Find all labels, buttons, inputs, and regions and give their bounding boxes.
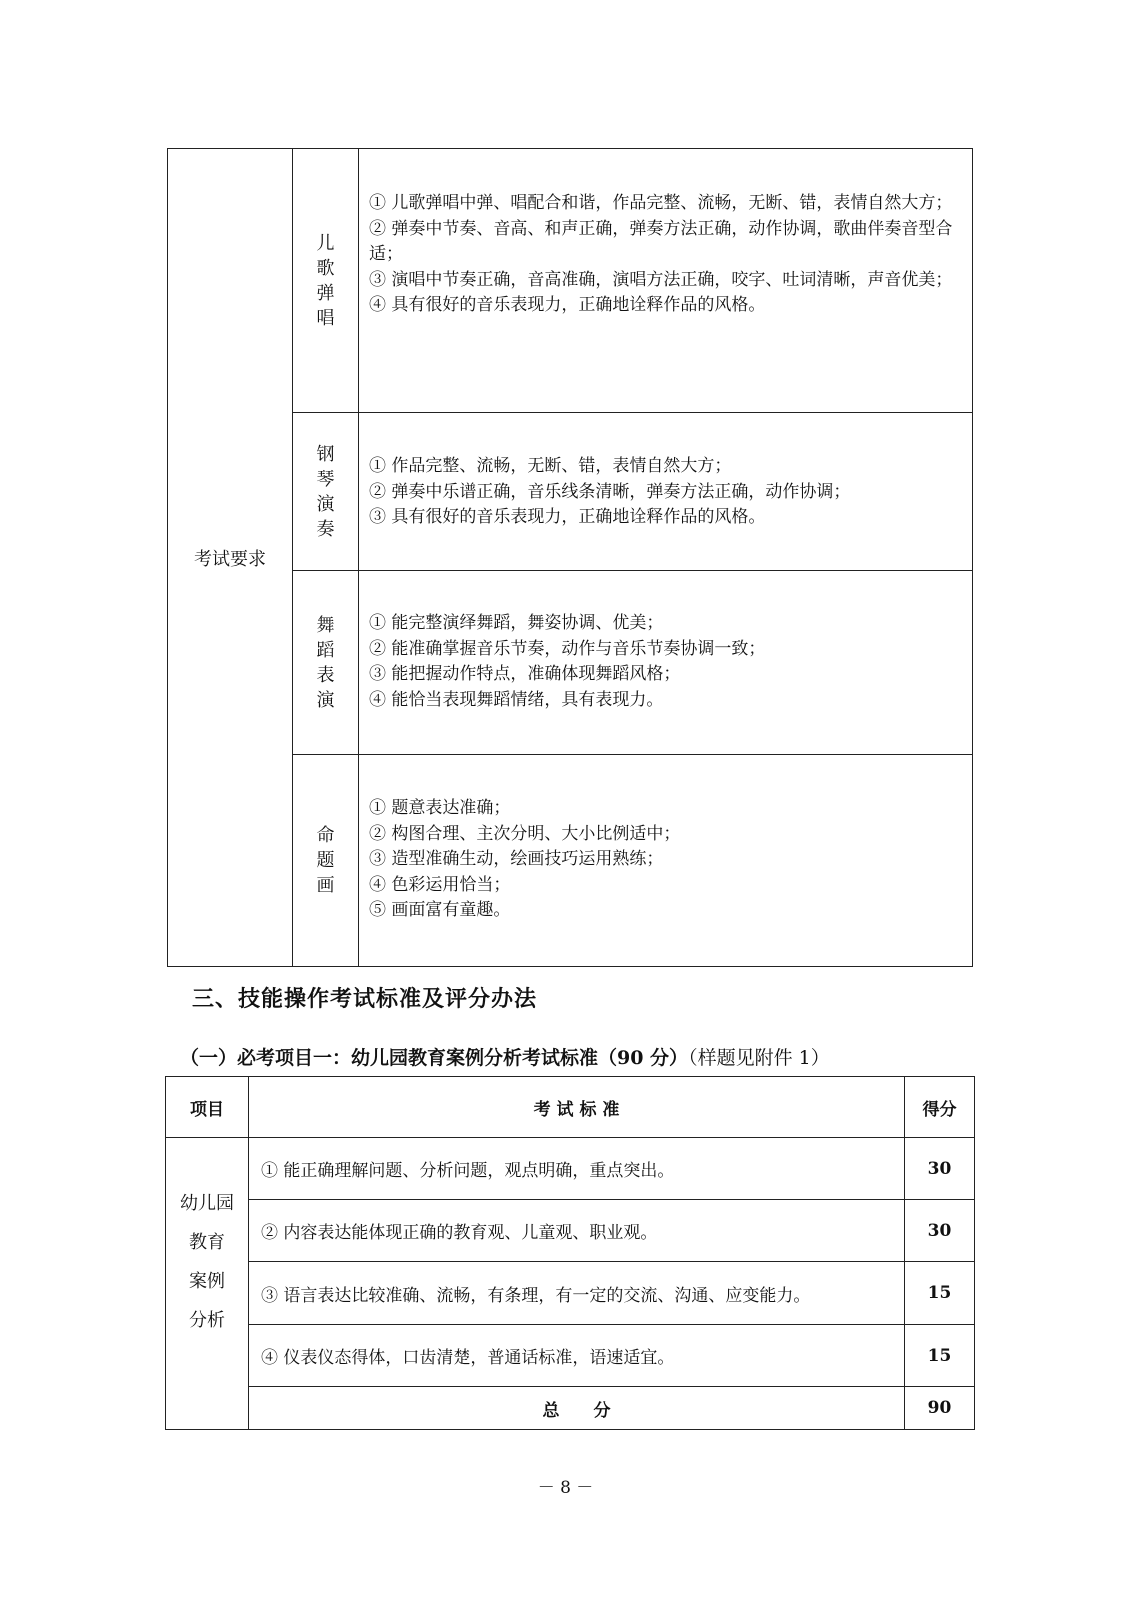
points-cell: 30 — [905, 1138, 975, 1200]
requirements-list-drawing — [359, 755, 973, 967]
points-cell: 30 — [905, 1200, 975, 1262]
project-line: 幼儿园 — [180, 1192, 234, 1214]
category-char: 题 — [316, 850, 335, 871]
category-char: 画 — [316, 875, 335, 896]
category-char: 舞 — [316, 614, 335, 636]
requirements-title: 考试要求 — [168, 149, 293, 967]
list-item: ② 能准确掌握音乐节奏，动作与音乐节奏协调一致； — [369, 638, 766, 659]
list-item: ① 作品完整、流畅，无断、错，表情自然大方； — [369, 456, 732, 476]
category-char: 蹈 — [316, 639, 335, 661]
category-char: 命 — [316, 825, 335, 846]
list-item: ② 弹奏中乐谱正确，音乐线条清晰，弹奏方法正确，动作协调； — [369, 481, 851, 502]
header-project: 项目 — [166, 1077, 249, 1138]
category-char: 奏 — [316, 518, 335, 540]
list-item: ② 构图合理、主次分明、大小比例适中； — [369, 823, 681, 844]
total-label: 总 分 — [249, 1387, 905, 1430]
requirements-list-dance — [359, 571, 973, 755]
points-cell: 15 — [905, 1325, 975, 1387]
list-item: ① 能完整演绎舞蹈，舞姿协调、优美； — [369, 613, 664, 633]
total-points: 90 — [905, 1387, 975, 1430]
category-char: 唱 — [316, 307, 335, 329]
category-char: 琴 — [316, 468, 335, 490]
category-char: 表 — [316, 664, 335, 686]
scoring-table — [165, 1076, 975, 1430]
table-row: ③ 语言表达比较准确、流畅，有条理，有一定的交流、沟通、应变能力。 — [249, 1262, 905, 1325]
section-heading: 三、技能操作考试标准及评分办法 — [192, 986, 538, 1012]
category-char: 弹 — [316, 282, 335, 304]
subsection-note: （样题见附件 1） — [688, 1047, 830, 1069]
table-row: ② 内容表达能体现正确的教育观、儿童观、职业观。 — [249, 1200, 905, 1262]
category-piano — [293, 413, 359, 571]
project-line: 案例 — [189, 1270, 225, 1292]
list-item: ③ 造型准确生动，绘画技巧运用熟练； — [369, 849, 664, 869]
list-item: ④ 具有很好的音乐表现力，正确地诠释作品的风格。 — [369, 295, 766, 315]
project-line: 教育 — [189, 1231, 225, 1253]
exam-requirements-table — [167, 148, 973, 967]
requirements-list-piano — [359, 413, 973, 571]
category-char: 钢 — [316, 443, 335, 465]
header-points: 得分 — [905, 1077, 975, 1138]
list-item: ① 儿歌弹唱中弹、唱配合和谐，作品完整、流畅，无断、错，表情自然大方； — [369, 193, 953, 213]
list-item: ② 弹奏中节奏、音高、和声正确，弹奏方法正确，动作协调，歌曲伴奏音型合适； — [369, 218, 953, 264]
category-song-singing — [293, 149, 359, 413]
table-row: ④ 仪表仪态得体，口齿清楚，普通话标准，语速适宜。 — [249, 1325, 905, 1387]
category-char: 歌 — [316, 257, 335, 279]
category-char: 演 — [316, 689, 335, 711]
header-criteria: 考 试 标 准 — [249, 1077, 905, 1138]
list-item: ④ 色彩运用恰当； — [369, 874, 511, 895]
list-item: ③ 具有很好的音乐表现力，正确地诠释作品的风格。 — [369, 507, 766, 527]
page-number: － 8 － — [537, 1478, 594, 1498]
list-item: ④ 能恰当表现舞蹈情绪，具有表现力。 — [369, 689, 664, 710]
points-cell: 15 — [905, 1262, 975, 1325]
requirements-list-song — [359, 149, 973, 413]
category-drawing — [293, 755, 359, 967]
project-line: 分析 — [189, 1309, 225, 1331]
list-item: ③ 能把握动作特点，准确体现舞蹈风格； — [369, 664, 681, 684]
subsection-title: （一）必考项目一：幼儿园教育案例分析考试标准（90 分） — [180, 1047, 689, 1069]
category-dance — [293, 571, 359, 755]
subsection-heading — [180, 1043, 830, 1070]
table-row: ① 能正确理解问题、分析问题，观点明确，重点突出。 — [249, 1138, 905, 1200]
list-item: ① 题意表达准确； — [369, 798, 511, 818]
project-name — [166, 1138, 249, 1430]
category-char: 演 — [316, 493, 335, 515]
list-item: ⑤ 画面富有童趣。 — [369, 900, 511, 920]
category-char: 儿 — [316, 232, 335, 254]
list-item: ③ 演唱中节奏正确，音高准确，演唱方法正确，咬字、吐词清晰，声音优美； — [369, 269, 953, 290]
